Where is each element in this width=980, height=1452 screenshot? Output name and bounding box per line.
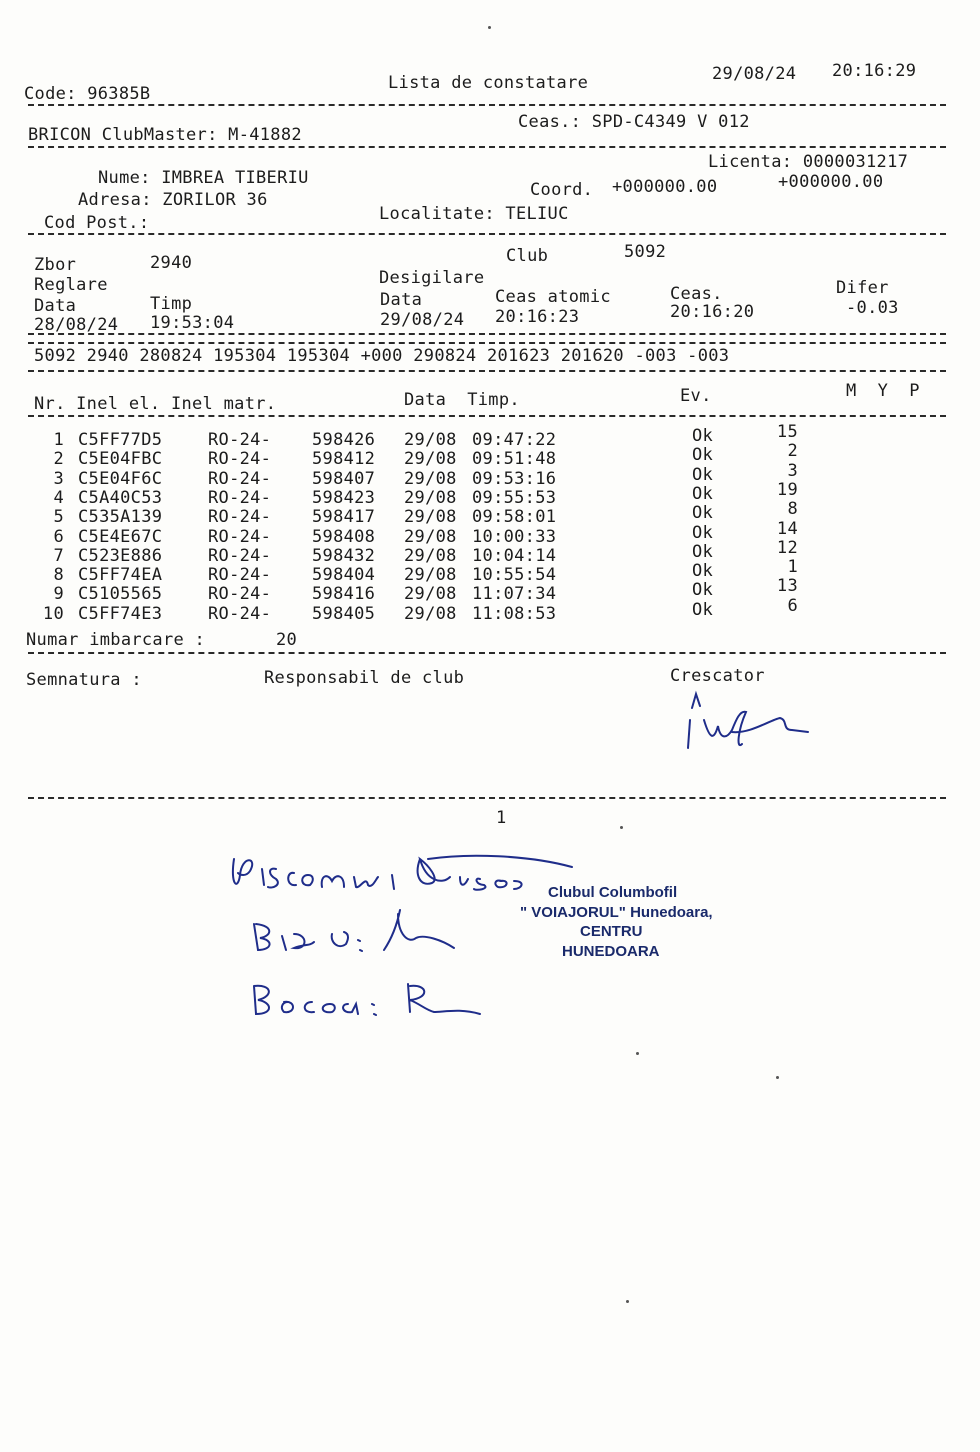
desigilare-date: 29/08/24 (380, 310, 465, 330)
paper-speck (620, 826, 623, 829)
cell-ev: Ok (692, 464, 714, 485)
commission-signature-3 (244, 970, 494, 1030)
cell-pre: RO-24- (208, 449, 272, 470)
cell-pre: RO-24- (208, 545, 272, 566)
coord-value-2: +000000.00 (778, 172, 884, 192)
stamp-line-1: Clubul Columbofil (548, 884, 678, 901)
locality-label: Localitate: TELIUC (379, 204, 569, 224)
desigilare-label: Desigilare (379, 268, 485, 288)
desigilare-date-label: Data (380, 290, 423, 310)
owner-name: Nume: IMBREA TIBERIU (98, 168, 309, 188)
cell-pre: RO-24- (208, 507, 272, 528)
separator (28, 415, 946, 417)
document-title: Lista de constatare (388, 73, 589, 93)
atomic-clock-label: Ceas atomic (495, 287, 611, 307)
cell-ev: Ok (692, 503, 714, 524)
cell-ev: Ok (692, 541, 714, 562)
cell-time: 09:51:48 (472, 449, 557, 470)
cell-time: 09:58:01 (472, 507, 557, 528)
commission-signature-2 (248, 900, 468, 960)
cell-time: 10:55:54 (472, 565, 557, 586)
cell-nr: 6 (53, 526, 64, 547)
device-label: BRICON ClubMaster: M-41882 (28, 125, 302, 145)
cell-el: C523E886 (78, 545, 163, 566)
cell-matr: 598408 (312, 526, 376, 547)
cell-pre: RO-24- (208, 603, 272, 624)
paper-speck (776, 1076, 779, 1079)
cell-nr: 8 (53, 565, 64, 586)
separator (28, 652, 946, 654)
cell-matr: 598417 (312, 507, 376, 528)
cell-el: C5FF77D5 (78, 430, 163, 450)
table-header-myp: M Y P (846, 381, 920, 401)
signature-label: Semnatura : (26, 670, 142, 690)
separator (28, 333, 946, 335)
cell-el: C5FF74EA (78, 565, 163, 586)
separator (28, 370, 946, 372)
cell-time: 09:47:22 (472, 430, 557, 450)
cell-pre: RO-24- (208, 430, 272, 450)
cell-el: C5E4E67C (78, 526, 163, 547)
cell-date: 29/08 (404, 507, 457, 528)
cell-date: 29/08 (404, 449, 457, 470)
cell-matr: 598432 (312, 545, 376, 566)
cell-matr: 598412 (312, 449, 376, 470)
cell-rank: 3 (787, 460, 798, 481)
reglare-date-label: Data (34, 296, 77, 316)
cell-ev: Ok (692, 483, 714, 504)
table-header-ev: Ev. (680, 386, 712, 406)
zbor-label: Zbor (34, 255, 77, 275)
reglare-label: Reglare (34, 275, 108, 295)
cell-rank: 13 (776, 576, 798, 597)
cell-date: 29/08 (404, 487, 457, 508)
cell-matr: 598404 (312, 565, 376, 586)
reglare-time: 19:53:04 (150, 313, 235, 333)
cell-date: 29/08 (404, 430, 457, 450)
club-responsible-label: Responsabil de club (264, 668, 465, 688)
paper-speck (636, 1052, 639, 1055)
cell-rank: 6 (787, 595, 798, 616)
club-value: 5092 (624, 242, 667, 262)
difference-label: Difer (836, 278, 889, 298)
cell-el: C5E04FBC (78, 449, 163, 470)
cell-matr: 598416 (312, 584, 376, 605)
cell-ev: Ok (692, 599, 714, 620)
cell-date: 29/08 (404, 603, 457, 624)
cell-matr: 598405 (312, 603, 376, 624)
atomic-time: 20:16:23 (495, 307, 580, 327)
breeder-signature (680, 690, 820, 760)
table-header-date-time: Data Timp. (404, 390, 520, 410)
summary-line: 5092 2940 280824 195304 195304 +000 290824 201623 201620 -003 -003 (34, 346, 730, 366)
clock-time-label: Ceas. (670, 284, 723, 304)
paper-speck (488, 26, 491, 29)
cell-el: C5A40C53 (78, 487, 163, 508)
cell-matr: 598407 (312, 468, 376, 489)
reglare-date: 28/08/24 (34, 315, 119, 335)
cell-date: 29/08 (404, 545, 457, 566)
imbarcare-value: 20 (276, 630, 298, 650)
cell-date: 29/08 (404, 526, 457, 547)
licence-label: Licenta: 0000031217 (708, 152, 909, 172)
cell-time: 10:00:33 (472, 526, 557, 547)
breeder-label: Crescator (670, 666, 765, 686)
cell-pre: RO-24- (208, 565, 272, 586)
cell-el: C535A139 (78, 507, 163, 528)
cell-rank: 14 (776, 518, 798, 539)
difference-value: -0.03 (846, 298, 899, 318)
cell-rank: 12 (776, 537, 798, 558)
cell-nr: 9 (53, 584, 64, 605)
header-date: 29/08/24 (712, 64, 797, 84)
clock-time: 20:16:20 (670, 302, 755, 322)
cell-ev: Ok (692, 580, 714, 601)
cell-pre: RO-24- (208, 487, 272, 508)
imbarcare-label: Numar imbarcare : (26, 630, 206, 650)
cell-nr: 4 (53, 487, 64, 508)
cell-el: C5105565 (78, 584, 163, 605)
cell-time: 09:55:53 (472, 487, 557, 508)
separator (28, 342, 946, 344)
separator (28, 797, 946, 799)
reglare-time-label: Timp (150, 294, 193, 314)
cell-nr: 7 (53, 545, 64, 566)
code-label: Code: 96385B (24, 84, 151, 104)
cell-rank: 8 (787, 499, 798, 520)
cell-ev: Ok (692, 445, 714, 466)
cell-nr: 2 (53, 449, 64, 470)
page-number: 1 (496, 808, 507, 828)
cell-time: 09:53:16 (472, 468, 557, 489)
cell-matr: 598426 (312, 430, 376, 450)
cell-rank: 15 (776, 422, 798, 442)
paper-speck (626, 1300, 629, 1303)
cell-ev: Ok (692, 561, 714, 582)
cell-rank: 19 (776, 479, 798, 500)
cell-ev: Ok (692, 426, 714, 446)
zbor-value: 2940 (150, 253, 193, 273)
separator (28, 146, 946, 148)
cell-el: C5FF74E3 (78, 603, 163, 624)
cell-time: 11:08:53 (472, 603, 557, 624)
separator (28, 233, 946, 235)
cell-time: 10:04:14 (472, 545, 557, 566)
cell-date: 29/08 (404, 468, 457, 489)
owner-address: Adresa: ZORILOR 36 (78, 190, 268, 210)
cell-rank: 1 (787, 557, 798, 578)
stamp-line-3: CENTRU (580, 923, 643, 940)
club-label: Club (506, 246, 549, 266)
cell-el: C5E04F6C (78, 468, 163, 489)
commission-signature-1 (228, 845, 588, 905)
postcode-label: Cod Post.: (44, 213, 150, 233)
coord-value-1: +000000.00 (612, 177, 718, 197)
cell-date: 29/08 (404, 584, 457, 605)
table-header-rings: Nr. Inel el. Inel matr. (34, 394, 277, 414)
clock-label: Ceas.: SPD-C4349 V 012 (518, 112, 750, 132)
cell-matr: 598423 (312, 487, 376, 508)
cell-nr: 3 (53, 468, 64, 489)
coord-label: Coord. (530, 180, 594, 200)
cell-time: 11:07:34 (472, 584, 557, 605)
cell-nr: 10 (42, 603, 64, 624)
stamp-line-2: " VOIAJORUL" Hunedoara, (520, 904, 713, 921)
separator (28, 104, 946, 106)
cell-nr: 5 (53, 507, 64, 528)
cell-pre: RO-24- (208, 468, 272, 489)
cell-nr: 1 (53, 430, 64, 450)
cell-pre: RO-24- (208, 584, 272, 605)
cell-rank: 2 (787, 441, 798, 462)
header-time: 20:16:29 (832, 61, 917, 81)
cell-ev: Ok (692, 522, 714, 543)
cell-pre: RO-24- (208, 526, 272, 547)
stamp-line-4: HUNEDOARA (562, 943, 660, 960)
cell-date: 29/08 (404, 565, 457, 586)
